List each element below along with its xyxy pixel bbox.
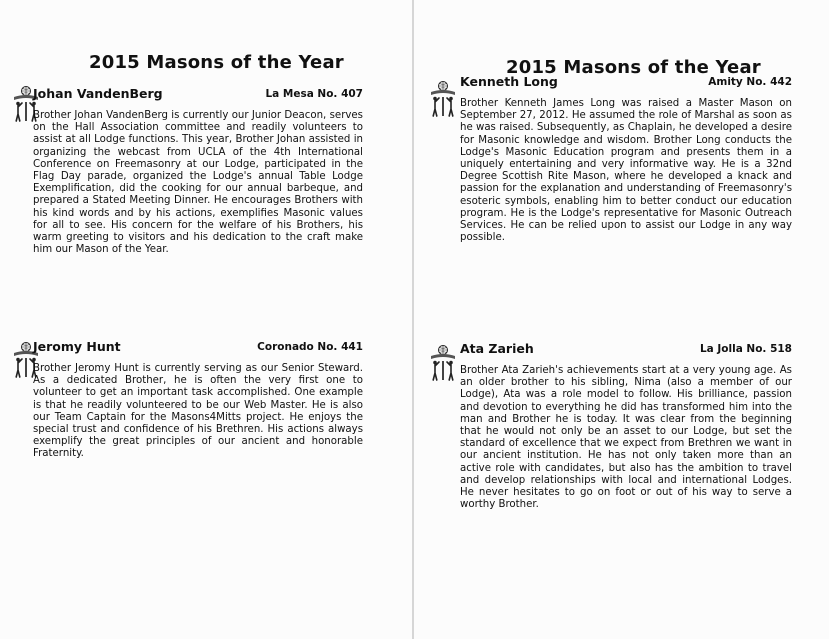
- entry-name: Jeromy Hunt: [33, 339, 121, 354]
- entry-header: [460, 74, 792, 94]
- page-title: 2015 Masons of the Year: [89, 52, 344, 73]
- entry-lodge: Amity No. 442: [708, 76, 792, 88]
- entry-kenneth-long: [460, 74, 792, 244]
- entry-body: Brother Kenneth James Long was raised a Master Mason on September 27, 2012. He assumed the role of Marshal as soon as he was raised. Subsequently, as Chaplain, he developed a desire for Masonic knowledge and wisdom. Brother Long conducts the Lodge's Masonic Education program and presents them in a uniquely entertaining and very informative way. He is a 32nd Degree Scottish Rite Mason, where he developed a knack and passion for the explanation and understanding of Freemasonry's esoteric symbols, enabling him to better conduct our education program. He is the Lodge's representative for Masonic Outreach Services. He can be relied upon to assist our Lodge in any way possible.: [460, 98, 792, 244]
- left-page: [0, 0, 412, 639]
- entry-header: [33, 339, 363, 359]
- entry-jeromy-hunt: [33, 339, 363, 461]
- masonic-emblem-icon: [430, 79, 456, 119]
- entry-body: Brother Johan VandenBerg is currently our Junior Deacon, serves on the Hall Association committee and readily volunteers to assist at all Lodge functions. This year, Brother Johan assisted in organizing the webcast from UCLA of the 4th International Conference on Freemasonry at our Lodge, participated in the Flag Day parade, organized the Lodge's annual Table Lodge Exemplification, did the cooking for our annual barbeque, and prepared a Stated Meeting Dinner. He encourages Brothers with his kind words and by his actions, exemplifies Masonic values for all to see. His concern for the welfare of his Brothers, his warm greeting to visitors and his dedication to the craft make him our Mason of the Year.: [33, 110, 363, 256]
- masonic-emblem-icon: [430, 343, 456, 383]
- page-title: 2015 Masons of the Year: [506, 57, 761, 78]
- entry-ata-zarieh: [460, 341, 792, 511]
- right-page: [414, 0, 829, 639]
- entry-body: Brother Ata Zarieh's achievements start at a very young age. As an older brother to his sibling, Nima (also a member of our Lodge), Ata was a role model to follow. His brilliance, passion and devotion to everything he did has transformed him into the man and Brother he is today. It was clear from the beginning that he would not only be an asset to our Lodge, but set the standard of excellence that we expect from Brethren we want in our ancient institution. He has not only taken more than an active role with candidates, but also has the ambition to travel and develop relationships with local and international Lodges. He never hesitates to go on foot or out of his way to serve a worthy Brother.: [460, 365, 792, 511]
- entry-header: [33, 86, 363, 106]
- entry-lodge: Coronado No. 441: [257, 341, 363, 353]
- entry-lodge: La Jolla No. 518: [699, 343, 792, 355]
- entry-lodge: La Mesa No. 407: [265, 88, 363, 100]
- entry-johan-vandenberg: [33, 86, 363, 256]
- entry-body: Brother Jeromy Hunt is currently serving as our Senior Steward. As a dedicated Brother, he is often the very first one to volunteer to get an important task accomplished. One example is that he readily volunteered to be our Web Master. He is also our Team Captain for the Masons4Mitts project. He enjoys the special trust and confidence of his Brethren. His actions always exemplify the great principles of our ancient and honorable Fraternity.: [33, 363, 363, 460]
- entry-name: Kenneth Long: [460, 74, 558, 89]
- entry-name: Ata Zarieh: [460, 341, 534, 356]
- entry-header: [460, 341, 792, 361]
- entry-name: Johan VandenBerg: [33, 86, 163, 101]
